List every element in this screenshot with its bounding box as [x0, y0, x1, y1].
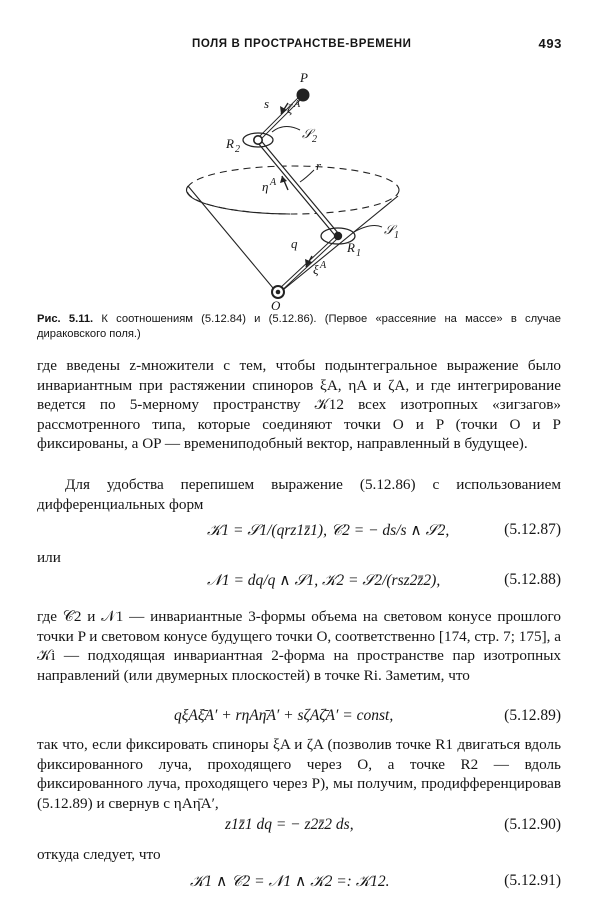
equation-91-number: (5.12.91): [504, 872, 561, 889]
label-S1: 𝒮: [384, 222, 395, 237]
equation-87-number: (5.12.87): [504, 521, 561, 538]
word-or: или: [37, 549, 61, 566]
figure-caption: [37, 312, 561, 342]
equation-89-number: (5.12.89): [504, 707, 561, 724]
paragraph-4: так что, если фиксировать спиноры ξA и ζA (позволив точке R1 двигаться вдоль фиксированного луча, проходящего через O, а точке R2 — вдоль фиксированного луча, проходящего через P), мы получим, продифференцировав (5.12.89) и свернув с ηAη̄A′,: [37, 736, 561, 812]
equation-5-12-88: [37, 567, 561, 595]
equation-90-body: z1z̄1 dq = − z2z̄2 ds,: [225, 816, 354, 833]
label-eta: η: [262, 179, 269, 194]
label-q: q: [291, 236, 298, 251]
figure-5-11: [160, 66, 450, 311]
caption-label: Рис. 5.11.: [37, 313, 94, 325]
label-S2-sub: 2: [312, 134, 317, 145]
equation-5-12-91: [37, 868, 561, 896]
running-title: ПОЛЯ В ПРОСТРАНСТВЕ-ВРЕМЕНИ: [192, 38, 412, 50]
equation-5-12-90: [37, 812, 561, 840]
label-zeta-index: A: [294, 99, 301, 110]
label-O: O: [271, 298, 281, 313]
equation-88-body: 𝒩1 = dq/q ∧ 𝒮1, 𝒦2 = 𝒮2/(rsz2z̄2),: [207, 572, 441, 589]
point-R1: [334, 232, 342, 240]
equation-90-number: (5.12.90): [504, 816, 561, 833]
running-head: [0, 36, 600, 56]
paragraph-5-row: [37, 842, 561, 870]
label-zeta: ζ: [287, 101, 293, 116]
point-R2: [254, 136, 262, 144]
label-R2: R: [226, 136, 234, 151]
S2-leader: [272, 127, 300, 133]
page-number: 493: [538, 36, 562, 51]
cone-rim-front: [187, 186, 290, 214]
label-s: s: [264, 96, 270, 111]
label-eta-index: A: [270, 177, 277, 188]
segment-r: [258, 140, 338, 236]
label-R1-sub: 1: [356, 248, 361, 259]
caption-text: К соотношениям (5.12.84) и (5.12.86). (Первое «рассеяние на массе» в случае дираковского поля.): [37, 313, 561, 340]
equation-87-body: 𝒦1 = 𝒮1/(qrz1z̄1), 𝒞2 = − ds/s ∧ 𝒮2,: [207, 522, 450, 539]
paragraph-3: где 𝒞2 и 𝒩1 — инвариантные 3-формы объема на световом конусе прошлого точки P и световом конусе будущего точки O, соответственно [174, стр. 7; 175], а 𝒦i — подходящая инвариантная 2-форма на пространстве пар изотропных направлений (или двумерных плоскостей) в точке Ri. Заметим, что: [37, 608, 561, 684]
label-xi: ξ: [313, 262, 319, 277]
label-P: P: [300, 70, 308, 85]
label-xi-index: A: [320, 260, 327, 271]
equation-89-body: qξAξ̄A′ + rηAη̄A′ + sζAζ̄A′ = const,: [174, 707, 394, 724]
point-O-core: [276, 290, 281, 295]
label-r: r: [316, 158, 322, 173]
label-R2-sub: 2: [235, 144, 240, 155]
label-R1: R: [347, 240, 355, 255]
equation-88-number: (5.12.88): [504, 571, 561, 588]
r-leader: [300, 170, 314, 182]
label-S1-sub: 1: [394, 230, 399, 241]
figure-diagram: [160, 66, 450, 311]
equation-5-12-89: [37, 703, 561, 731]
equation-91-body: 𝒦1 ∧ 𝒞2 = 𝒩1 ∧ 𝒦2 =: 𝒦12.: [190, 873, 390, 890]
paragraph-5: откуда следует, что: [37, 846, 161, 863]
paragraph-1: где введены z-множители с тем, чтобы подынтегральное выражение было инвариантным при растяжении спиноров ξA, ηA и ζA, и где интегрирование ведется по 5-мерному пространству 𝒦12 всех изотропных «зигзагов» рассмотренного типа, которые соединяют точки O и P (точки O и P фиксированы, а OP — времениподобный вектор, направленный в будущее).: [37, 357, 561, 452]
paragraph-2: Для удобства перепишем выражение (5.12.86) с использованием дифференциальных форм: [37, 476, 561, 513]
equation-5-12-87: [37, 517, 561, 545]
label-S2: 𝒮: [302, 126, 313, 141]
